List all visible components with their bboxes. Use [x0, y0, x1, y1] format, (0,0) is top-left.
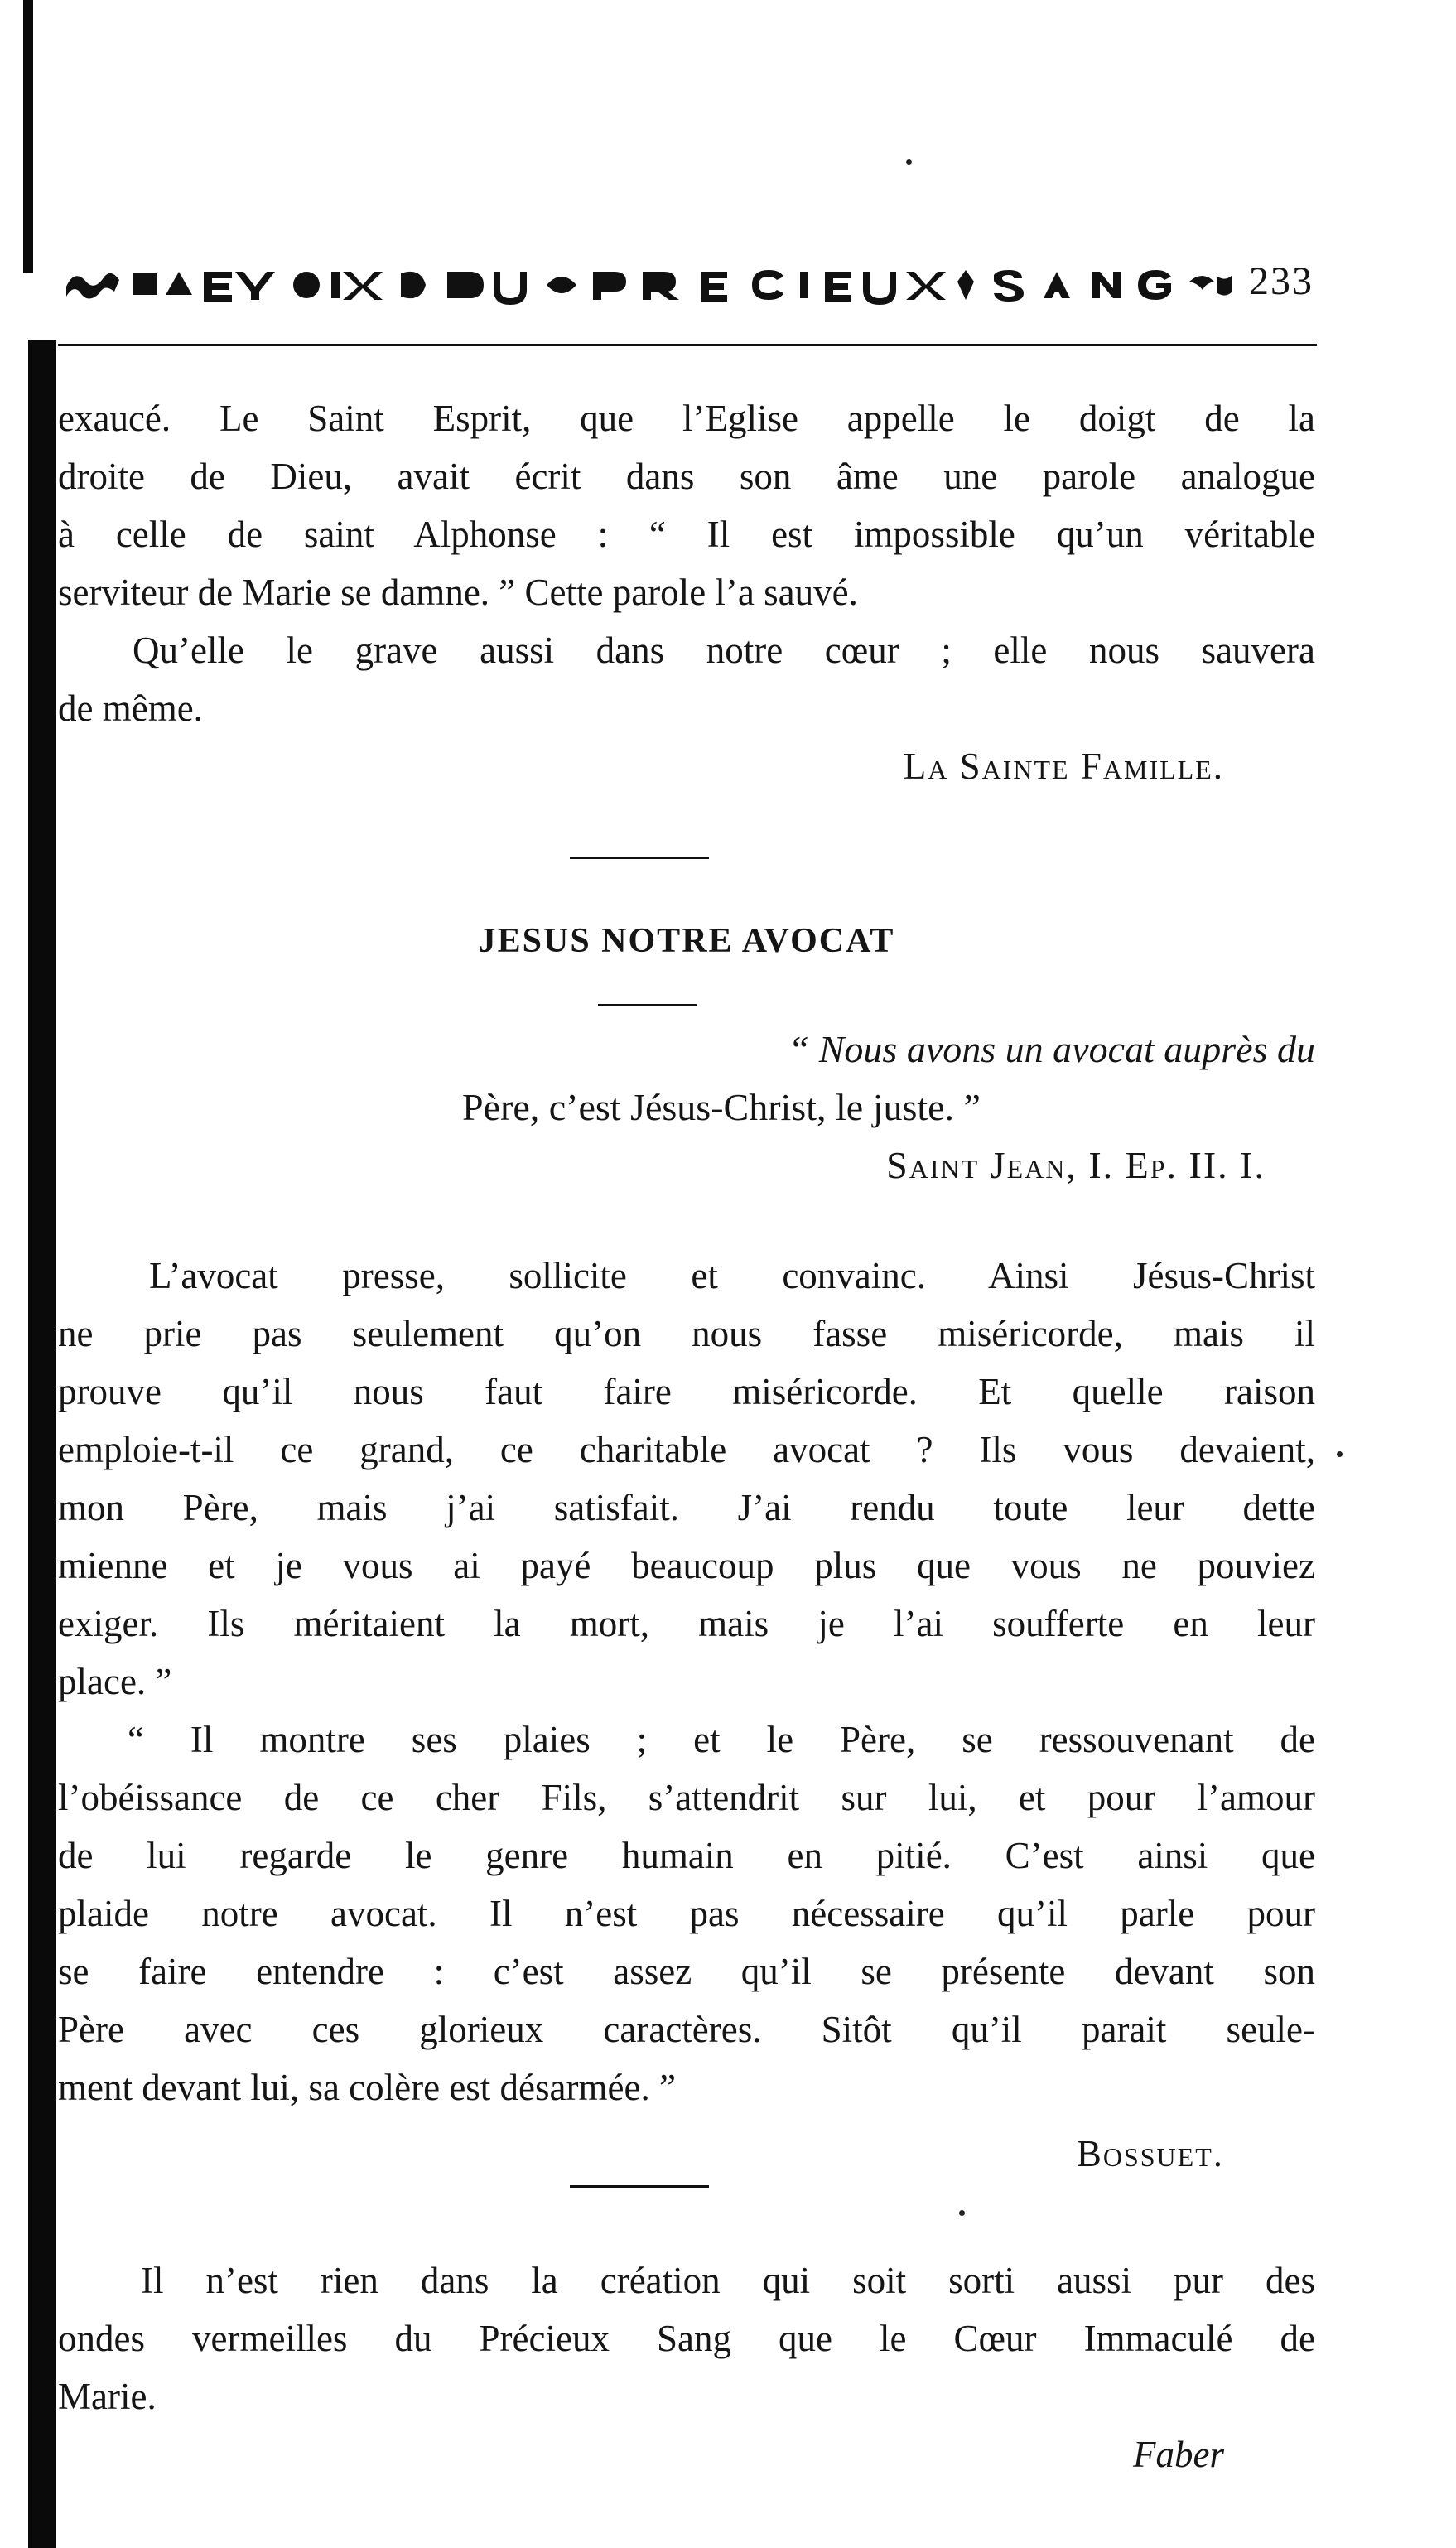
text-line: ondes vermeilles du Précieux Sang que le Cœur Immaculé de — [58, 2318, 1315, 2359]
section-separator — [570, 2185, 709, 2188]
running-head — [58, 258, 1317, 308]
closing-quote — [58, 2251, 1315, 2483]
article-author-block — [58, 2125, 1315, 2183]
article-paragraph — [58, 1711, 1315, 2116]
text-line: ment devant lui, sa colère est désarmée. ” — [58, 2067, 676, 2108]
closing-author: Faber — [1133, 2434, 1224, 2475]
ink-speck — [1337, 1451, 1343, 1457]
text-line: L’avocat presse, sollicite et convainc. Ainsi Jésus-Christ — [149, 1255, 1315, 1296]
text-line: “ Il montre ses plaies ; et le Père, se ressouvenant de — [128, 1719, 1315, 1760]
previous-article — [58, 389, 1315, 795]
ink-speck — [906, 159, 912, 165]
title-rule — [598, 1004, 697, 1006]
article-paragraph — [58, 1247, 1315, 1711]
text-line: Qu’elle le grave aussi dans notre cœur ; elle nous sauvera — [133, 630, 1315, 671]
binding-edge-top — [23, 0, 33, 273]
text-line: serviteur de Marie se damne. ” Cette parole l’a sauvé. — [58, 572, 858, 613]
epigraph — [58, 1021, 1315, 1194]
ink-speck — [959, 2210, 965, 2216]
article-title: JESUS NOTRE AVOCAT — [478, 922, 895, 960]
text-line: emploie-t-il ce grand, ce charitable avocat ? Ils vous devaient, — [58, 1429, 1315, 1470]
text-line: place. ” — [58, 1661, 172, 1702]
text-line: de même. — [58, 688, 203, 729]
text-line: prouve qu’il nous faut faire miséricorde. Et quelle raison — [58, 1371, 1315, 1412]
text-line: droite de Dieu, avait écrit dans son âme une parole analogue — [58, 456, 1315, 497]
text-line: l’obéissance de ce cher Fils, s’attendrit sur lui, et pour l’amour — [58, 1777, 1315, 1818]
signature: La Sainte Famille. — [903, 746, 1224, 787]
text-line: Père avec ces glorieux caractères. Sitôt qu’il parait seule- — [58, 2009, 1315, 2050]
article-author: Bossuet. — [1076, 2133, 1224, 2174]
text-line: exaucé. Le Saint Esprit, que l’Eglise appelle le doigt de la — [58, 398, 1315, 439]
text-line: Marie. — [58, 2376, 157, 2417]
epigraph-source: Saint Jean, I. Ep. II. I. — [886, 1144, 1266, 1186]
text-line: exiger. Ils méritaient la mort, mais je l’ai soufferte en leur — [58, 1603, 1315, 1644]
page-number: 233 — [1249, 259, 1314, 303]
text-line: se faire entendre : c’est assez qu’il se présente devant son — [58, 1951, 1315, 1992]
running-head-ornament — [58, 262, 1234, 305]
binding-edge — [28, 340, 56, 2548]
running-head-rule — [58, 344, 1317, 346]
text-line: à celle de saint Alphonse : “ Il est impossible qu’un véritable — [58, 514, 1315, 555]
text-line: mienne et je vous ai payé beaucoup plus que vous ne pouviez — [58, 1545, 1315, 1586]
epigraph-line: Père, c’est Jésus-Christ, le juste. ” — [462, 1086, 981, 1128]
text-line: Il n’est rien dans la création qui soit sorti aussi pur des — [141, 2260, 1315, 2301]
epigraph-line: “ Nous avons un avocat auprès du — [788, 1028, 1315, 1070]
section-separator — [570, 857, 709, 859]
text-line: mon Père, mais j’ai satisfait. J’ai rendu toute leur dette — [58, 1487, 1315, 1528]
text-line: de lui regarde le genre humain en pitié. C’est ainsi que — [58, 1835, 1315, 1876]
text-line: plaide notre avocat. Il n’est pas nécessaire qu’il parle pour — [58, 1893, 1315, 1934]
text-line: ne prie pas seulement qu’on nous fasse miséricorde, mais il — [58, 1313, 1315, 1354]
